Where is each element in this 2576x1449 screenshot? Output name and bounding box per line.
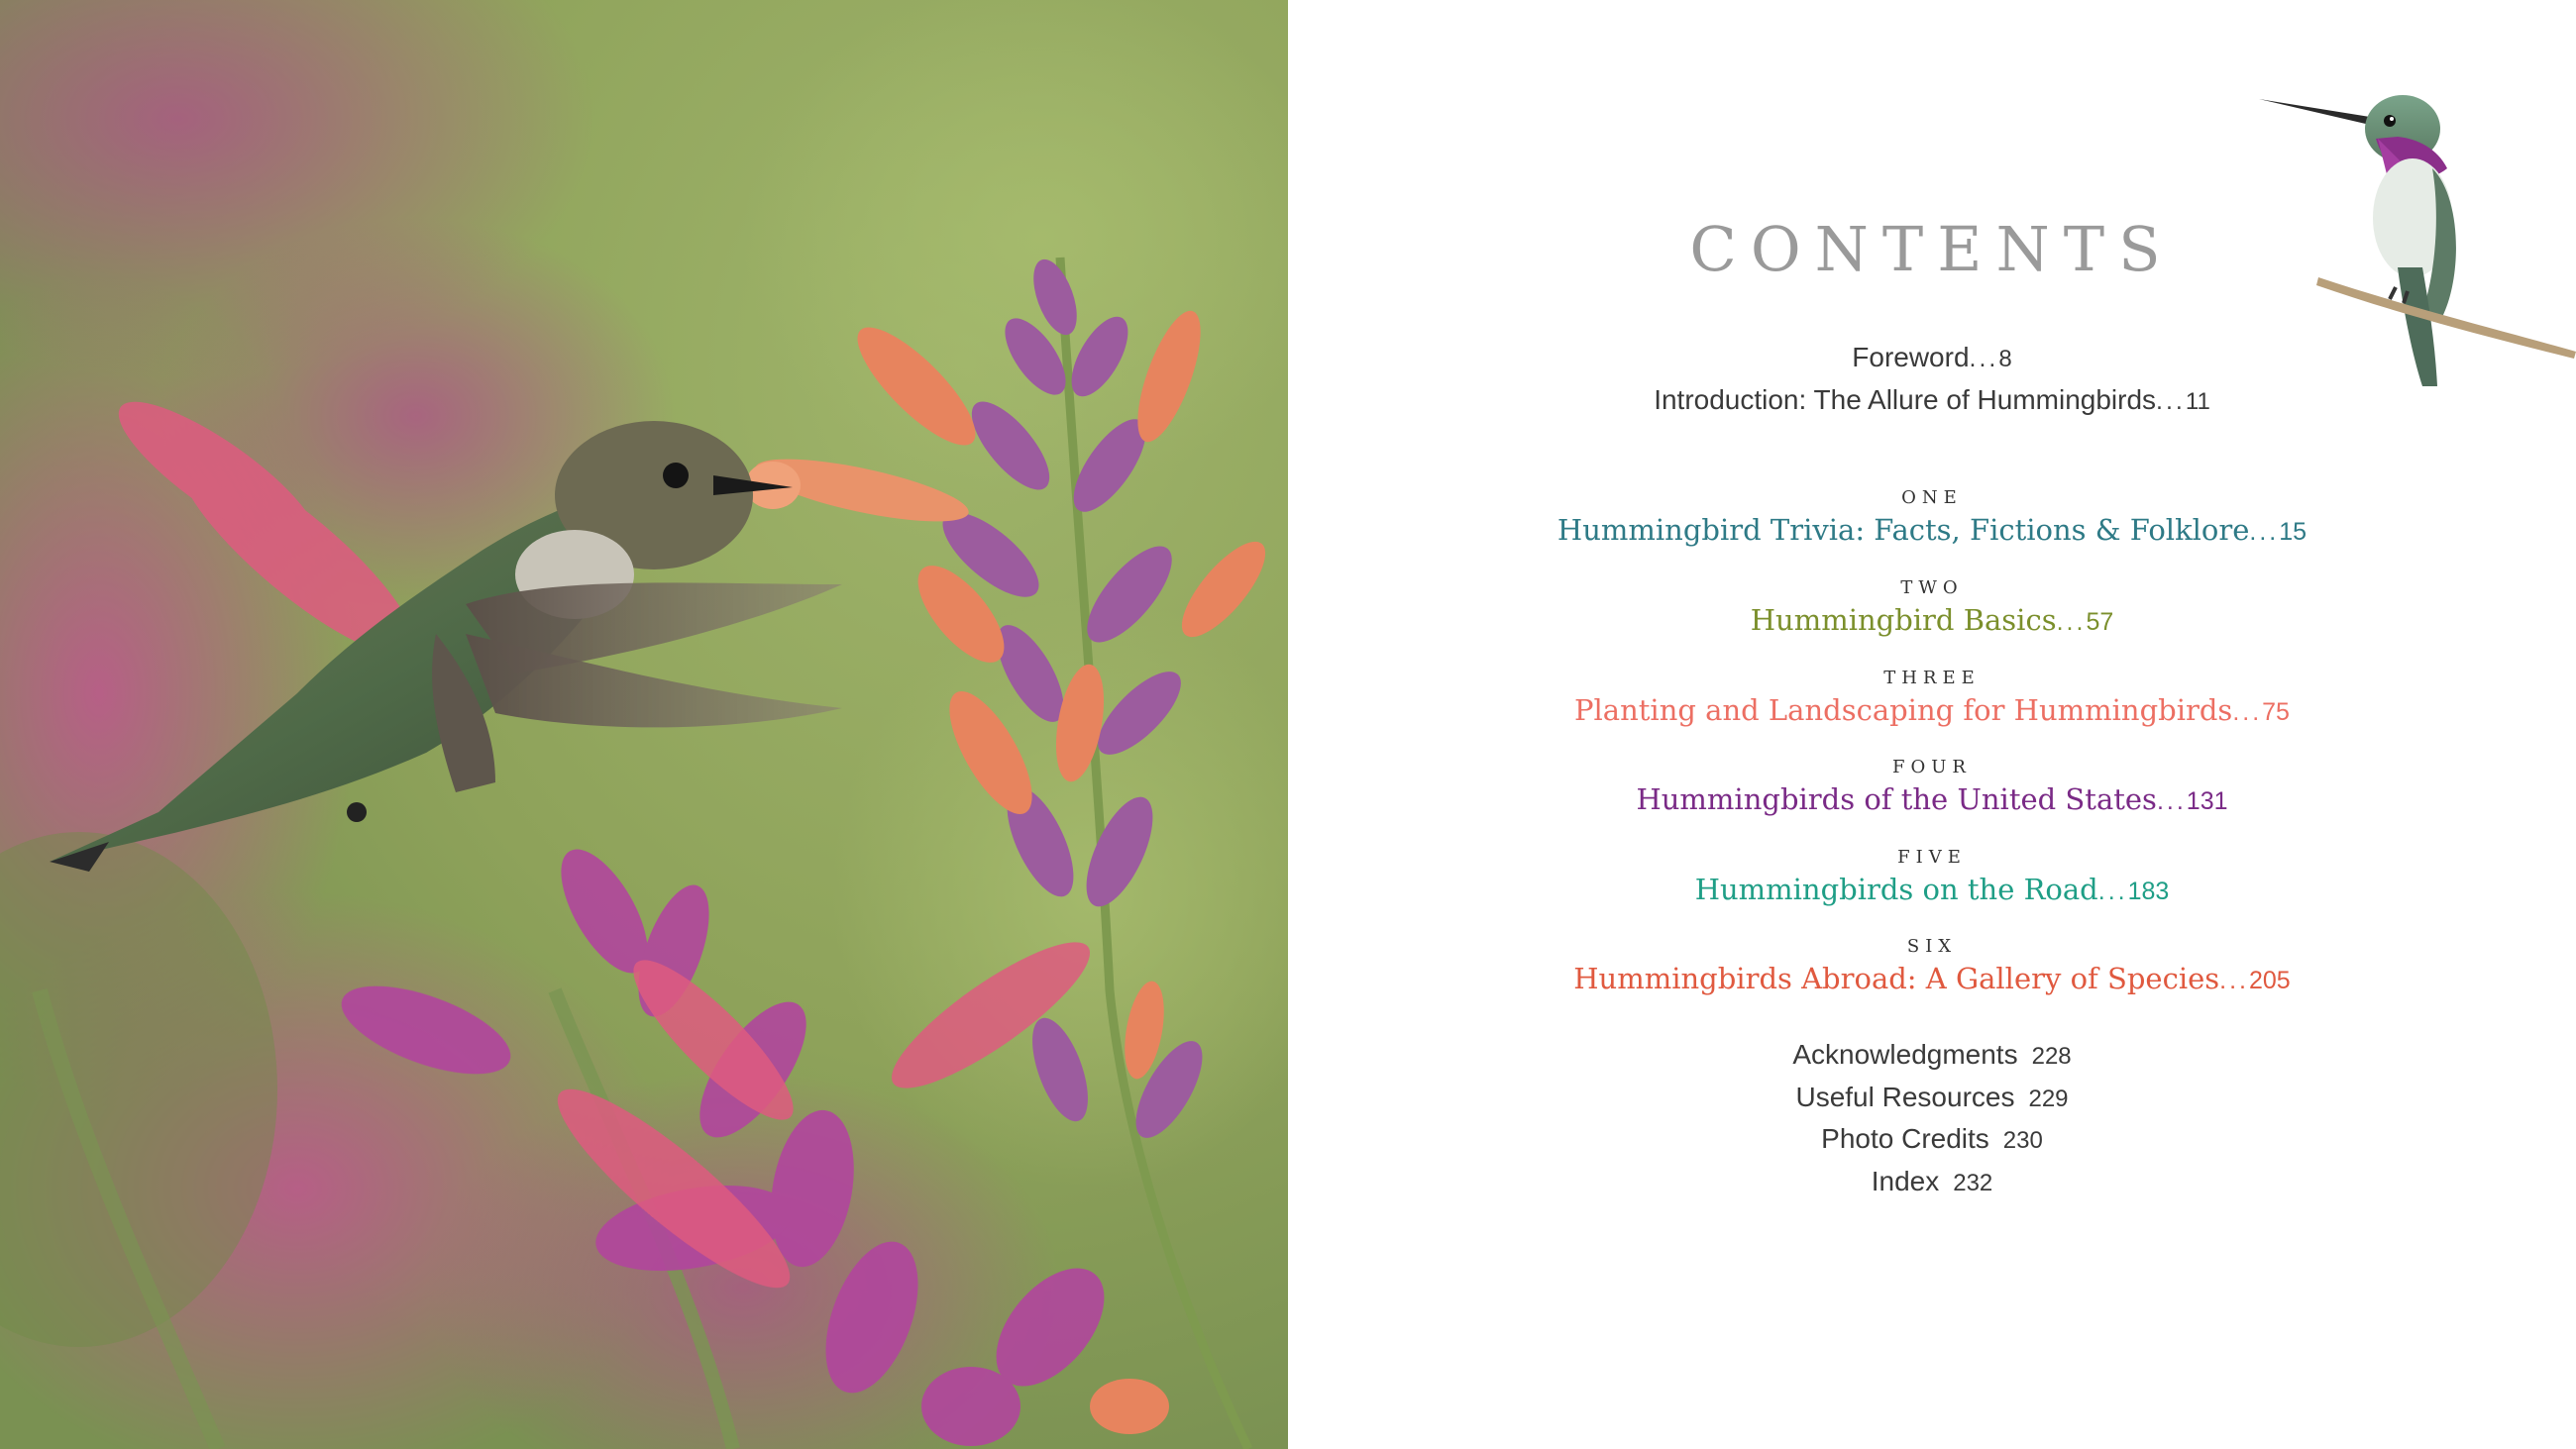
chapter-number: ONE [1901, 487, 1963, 508]
toc-entry-label: Photo Credits [1821, 1123, 1989, 1154]
chapter-title: Hummingbirds of the United States [1636, 782, 2157, 816]
chapter-six[interactable] [1288, 934, 2576, 999]
chapter-four[interactable] [1288, 755, 2576, 820]
toc-entry-photo-credits[interactable] [1288, 1119, 2576, 1162]
chapter-dots: ... [2056, 608, 2087, 636]
chapter-five[interactable] [1288, 845, 2576, 910]
chapter-dots: ... [2097, 878, 2128, 905]
toc-entry-label: Useful Resources [1795, 1081, 2015, 1112]
chapter-dots: ... [2232, 698, 2263, 726]
contents-page [1288, 0, 2576, 1449]
toc-entry-page: 11 [2185, 388, 2210, 415]
chapter-page: 131 [2186, 787, 2228, 815]
toc-entry-page: 228 [2031, 1043, 2072, 1070]
toc-entry-page: 229 [2028, 1085, 2069, 1112]
toc-entry-label: Acknowledgments [1792, 1039, 2018, 1070]
chapter-number: FOUR [1892, 757, 1972, 777]
toc-entry-page: 230 [2002, 1127, 2043, 1154]
table-of-contents [1288, 0, 2576, 1449]
chapter-page: 205 [2249, 967, 2291, 994]
chapter-page: 15 [2279, 518, 2308, 546]
chapter-title: Hummingbirds Abroad: A Gallery of Species [1573, 962, 2220, 995]
contents-heading: CONTENTS [1689, 213, 2175, 285]
toc-entry-acknowledgments[interactable] [1288, 1035, 2576, 1078]
toc-entry-page: 8 [1998, 346, 2012, 372]
chapter-page: 75 [2262, 698, 2290, 726]
chapter-entry [1288, 601, 2576, 641]
toc-entry-page: 232 [1953, 1169, 1993, 1196]
chapter-title: Planting and Landscaping for Hummingbirds [1574, 693, 2233, 727]
chapter-page: 183 [2127, 878, 2170, 905]
chapter-three[interactable] [1288, 666, 2576, 731]
toc-entry-label: Index [1871, 1165, 1940, 1196]
toc-entry-foreword[interactable] [1288, 337, 2576, 379]
chapter-title: Hummingbirds on the Road [1694, 873, 2098, 906]
toc-entry-introduction[interactable] [1288, 379, 2576, 422]
chapter-dots: ... [2249, 518, 2280, 546]
toc-entry-dots: ... [2156, 387, 2186, 415]
chapter-number: THREE [1883, 668, 1981, 688]
chapter-page: 57 [2086, 608, 2114, 636]
toc-entry-label: Foreword [1852, 342, 1970, 372]
chapter-entry [1288, 780, 2576, 820]
chapter-two[interactable] [1288, 575, 2576, 641]
chapter-entry [1288, 691, 2576, 731]
chapter-entry [1288, 960, 2576, 999]
chapter-dots: ... [2156, 787, 2187, 815]
chapter-number: SIX [1906, 936, 1958, 957]
chapter-dots: ... [2219, 967, 2249, 994]
toc-entry-useful-resources[interactable] [1288, 1078, 2576, 1120]
chapter-entry [1288, 511, 2576, 551]
chapter-entry [1288, 871, 2576, 910]
back-matter-list [1288, 1035, 2576, 1203]
chapter-number: FIVE [1897, 847, 1967, 868]
toc-entry-dots: ... [1969, 345, 1999, 372]
chapter-one[interactable] [1288, 485, 2576, 551]
front-matter-list [1288, 337, 2576, 422]
chapter-title: Hummingbird Basics [1750, 603, 2057, 637]
chapter-number: TWO [1900, 577, 1964, 598]
toc-entry-index[interactable] [1288, 1162, 2576, 1204]
chapter-title: Hummingbird Trivia: Facts, Fictions & Folklore [1556, 513, 2250, 547]
toc-entry-label: Introduction: The Allure of Hummingbirds [1654, 384, 2157, 415]
